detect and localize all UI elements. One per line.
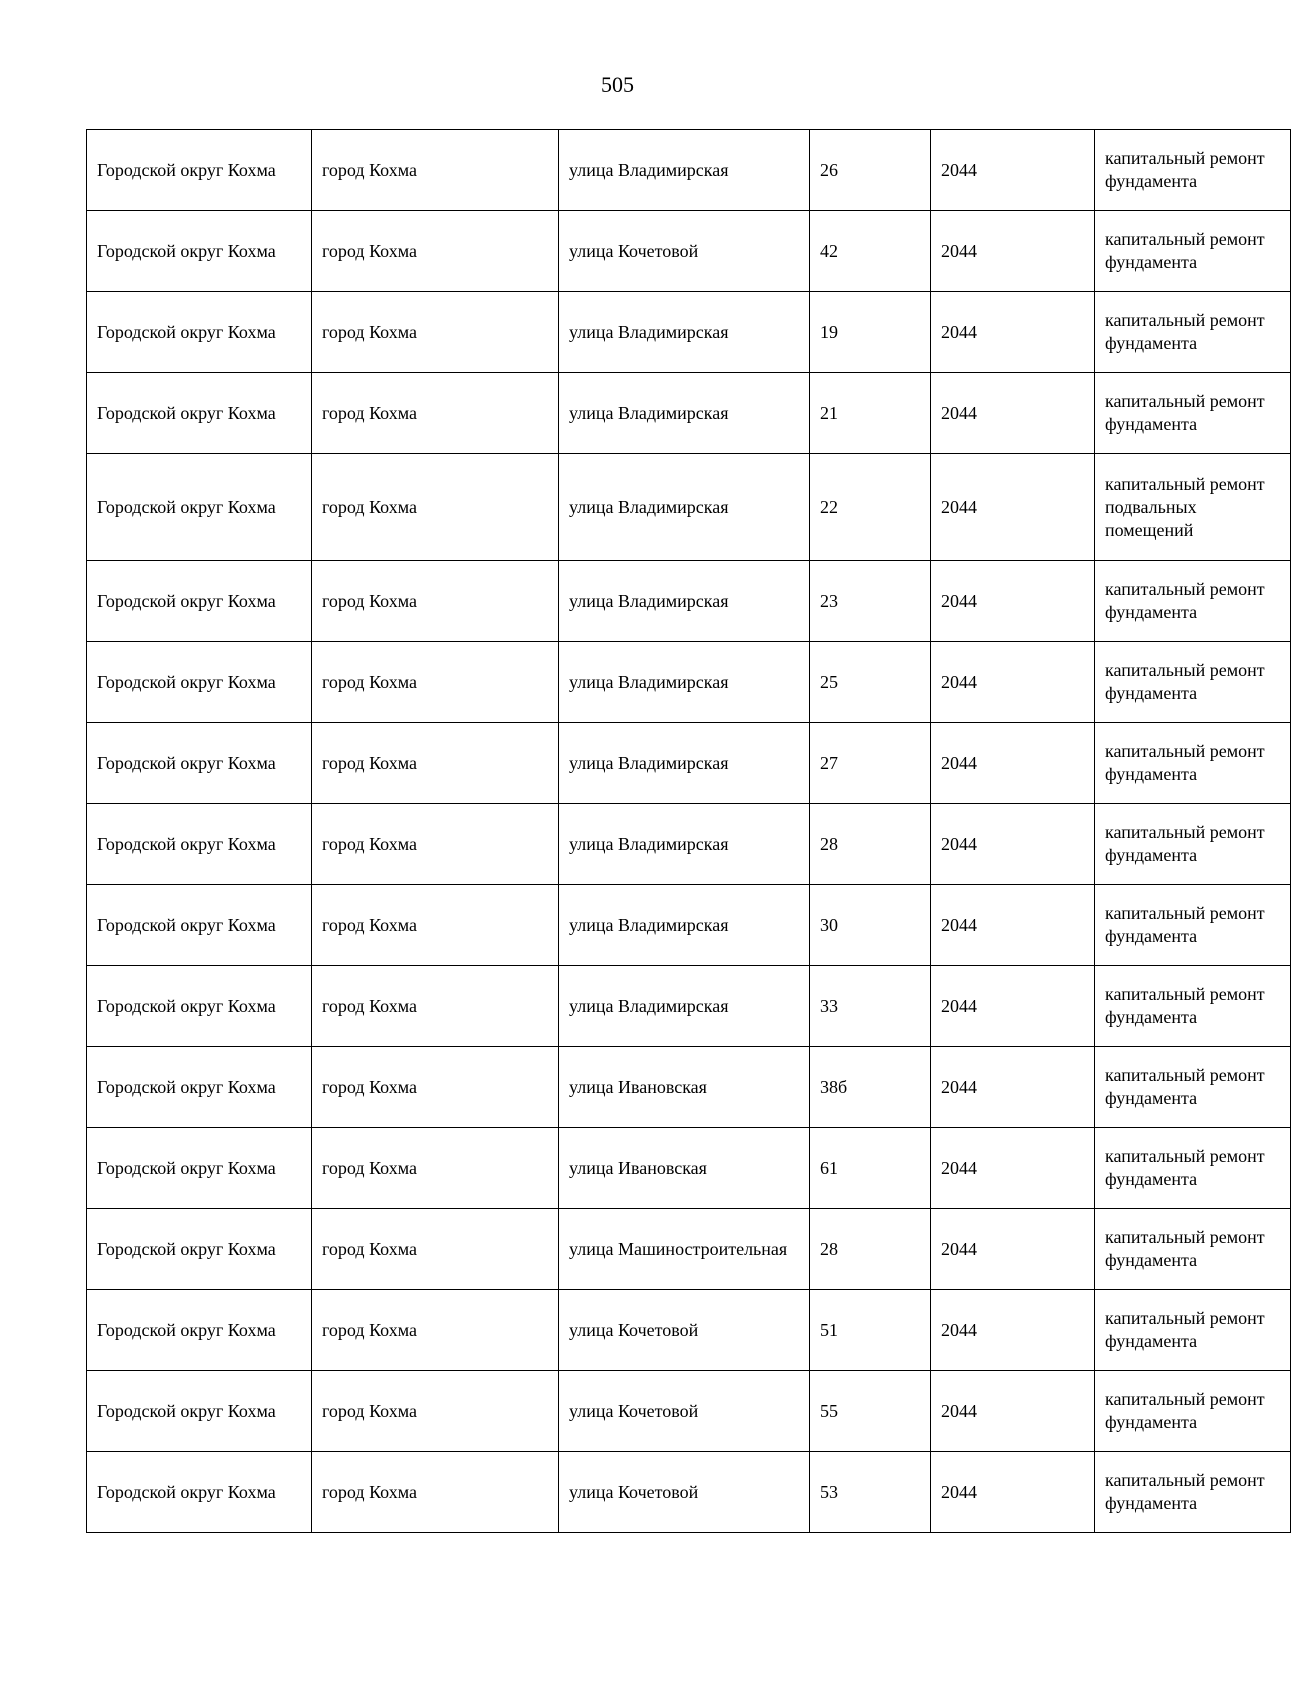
cell-street <box>559 1128 810 1209</box>
cell-work-type-text: капитальный ремонт фундамента <box>1105 903 1265 946</box>
cell-house-number-text: 38б <box>820 1076 848 1097</box>
cell-district-text: Городской округ Кохма <box>97 671 276 692</box>
cell-house-number <box>810 1452 931 1533</box>
cell-house-number-text: 55 <box>820 1400 838 1421</box>
cell-street <box>559 1290 810 1371</box>
cell-work-type <box>1095 1047 1291 1128</box>
cell-year <box>931 885 1095 966</box>
cell-street <box>559 885 810 966</box>
table-row <box>87 561 1291 642</box>
cell-district <box>87 966 312 1047</box>
cell-year-text: 2044 <box>941 1319 977 1340</box>
cell-house-number-text: 19 <box>820 321 838 342</box>
cell-street <box>559 1047 810 1128</box>
cell-street <box>559 211 810 292</box>
cell-year-text: 2044 <box>941 752 977 773</box>
cell-year-text: 2044 <box>941 671 977 692</box>
cell-house-number <box>810 966 931 1047</box>
cell-work-type-text: капитальный ремонт фундамента <box>1105 1389 1265 1432</box>
cell-work-type-text: капитальный ремонт фундамента <box>1105 1146 1265 1189</box>
cell-year <box>931 211 1095 292</box>
cell-street-text: улица Владимирская <box>569 671 729 692</box>
cell-street <box>559 1452 810 1533</box>
cell-year-text: 2044 <box>941 1157 977 1178</box>
cell-year-text: 2044 <box>941 402 977 423</box>
cell-house-number <box>810 1371 931 1452</box>
cell-year-text: 2044 <box>941 159 977 180</box>
table-row <box>87 804 1291 885</box>
cell-city-text: город Кохма <box>322 914 417 935</box>
cell-city <box>312 723 559 804</box>
cell-year <box>931 966 1095 1047</box>
cell-house-number <box>810 1047 931 1128</box>
table-row <box>87 373 1291 454</box>
cell-street-text: улица Кочетовой <box>569 1400 699 1421</box>
cell-street-text: улица Владимирская <box>569 496 729 517</box>
cell-house-number-text: 22 <box>820 496 838 517</box>
cell-year <box>931 804 1095 885</box>
cell-city <box>312 1047 559 1128</box>
cell-work-type <box>1095 1371 1291 1452</box>
cell-street-text: улица Владимирская <box>569 995 729 1016</box>
cell-house-number <box>810 373 931 454</box>
cell-city-text: город Кохма <box>322 321 417 342</box>
cell-street-text: улица Владимирская <box>569 914 729 935</box>
cell-year <box>931 1290 1095 1371</box>
cell-house-number-text: 27 <box>820 752 838 773</box>
cell-city-text: город Кохма <box>322 1157 417 1178</box>
table-row <box>87 211 1291 292</box>
cell-city-text: город Кохма <box>322 671 417 692</box>
cell-city <box>312 1128 559 1209</box>
cell-year <box>931 1128 1095 1209</box>
cell-street <box>559 454 810 561</box>
cell-house-number <box>810 130 931 211</box>
cell-district <box>87 561 312 642</box>
cell-street-text: улица Машиностроительная <box>569 1238 788 1259</box>
cell-work-type-text: капитальный ремонт фундамента <box>1105 984 1265 1027</box>
cell-district <box>87 1047 312 1128</box>
cell-city <box>312 292 559 373</box>
cell-city <box>312 804 559 885</box>
cell-district-text: Городской округ Кохма <box>97 1076 276 1097</box>
cell-house-number-text: 28 <box>820 833 838 854</box>
cell-work-type-text: капитальный ремонт фундамента <box>1105 741 1265 784</box>
cell-street <box>559 804 810 885</box>
table-row <box>87 723 1291 804</box>
cell-street-text: улица Владимирская <box>569 159 729 180</box>
cell-city-text: город Кохма <box>322 590 417 611</box>
cell-work-type <box>1095 1290 1291 1371</box>
cell-house-number <box>810 642 931 723</box>
cell-year-text: 2044 <box>941 833 977 854</box>
cell-work-type <box>1095 723 1291 804</box>
cell-city <box>312 1452 559 1533</box>
cell-district <box>87 373 312 454</box>
cell-city-text: город Кохма <box>322 995 417 1016</box>
table-row <box>87 1209 1291 1290</box>
cell-year <box>931 642 1095 723</box>
cell-work-type-text: капитальный ремонт фундамента <box>1105 391 1265 434</box>
cell-city-text: город Кохма <box>322 752 417 773</box>
cell-work-type-text: капитальный ремонт фундамента <box>1105 229 1265 272</box>
table-row <box>87 1371 1291 1452</box>
cell-house-number <box>810 723 931 804</box>
table-row <box>87 642 1291 723</box>
cell-house-number <box>810 885 931 966</box>
cell-house-number <box>810 211 931 292</box>
cell-house-number <box>810 454 931 561</box>
cell-city-text: город Кохма <box>322 1400 417 1421</box>
cell-work-type-text: капитальный ремонт фундамента <box>1105 660 1265 703</box>
cell-work-type <box>1095 454 1291 561</box>
cell-work-type <box>1095 966 1291 1047</box>
cell-street-text: улица Кочетовой <box>569 1481 699 1502</box>
cell-city-text: город Кохма <box>322 1076 417 1097</box>
cell-district <box>87 1128 312 1209</box>
cell-work-type <box>1095 885 1291 966</box>
cell-house-number <box>810 292 931 373</box>
cell-work-type <box>1095 292 1291 373</box>
table-row <box>87 885 1291 966</box>
cell-house-number <box>810 1209 931 1290</box>
cell-house-number <box>810 804 931 885</box>
cell-district <box>87 642 312 723</box>
table-row <box>87 1452 1291 1533</box>
cell-year <box>931 1209 1095 1290</box>
cell-house-number-text: 21 <box>820 402 838 423</box>
cell-house-number-text: 61 <box>820 1157 838 1178</box>
cell-year <box>931 373 1095 454</box>
cell-district <box>87 1371 312 1452</box>
cell-district-text: Городской округ Кохма <box>97 995 276 1016</box>
cell-house-number-text: 51 <box>820 1319 838 1340</box>
table-row <box>87 966 1291 1047</box>
cell-year-text: 2044 <box>941 1238 977 1259</box>
cell-year-text: 2044 <box>941 1481 977 1502</box>
cell-district-text: Городской округ Кохма <box>97 321 276 342</box>
cell-district-text: Городской округ Кохма <box>97 1238 276 1259</box>
cell-house-number-text: 23 <box>820 590 838 611</box>
cell-house-number <box>810 561 931 642</box>
table-row <box>87 292 1291 373</box>
cell-district-text: Городской округ Кохма <box>97 590 276 611</box>
cell-city-text: город Кохма <box>322 159 417 180</box>
cell-city <box>312 1209 559 1290</box>
cell-district-text: Городской округ Кохма <box>97 1400 276 1421</box>
cell-work-type-text: капитальный ремонт фундамента <box>1105 148 1265 191</box>
cell-street <box>559 642 810 723</box>
cell-city <box>312 966 559 1047</box>
cell-house-number-text: 33 <box>820 995 838 1016</box>
cell-work-type <box>1095 373 1291 454</box>
cell-street-text: улица Владимирская <box>569 402 729 423</box>
cell-street-text: улица Владимирская <box>569 833 729 854</box>
cell-year-text: 2044 <box>941 1400 977 1421</box>
page-number: 505 <box>601 72 634 97</box>
cell-city <box>312 885 559 966</box>
cell-year <box>931 292 1095 373</box>
cell-district-text: Городской округ Кохма <box>97 1481 276 1502</box>
cell-work-type-text: капитальный ремонт фундамента <box>1105 1308 1265 1351</box>
cell-house-number <box>810 1290 931 1371</box>
cell-street <box>559 1209 810 1290</box>
cell-district <box>87 1209 312 1290</box>
cell-city-text: город Кохма <box>322 402 417 423</box>
cell-work-type <box>1095 561 1291 642</box>
cell-year-text: 2044 <box>941 321 977 342</box>
cell-year <box>931 1047 1095 1128</box>
cell-city <box>312 1290 559 1371</box>
cell-district-text: Городской округ Кохма <box>97 402 276 423</box>
cell-street <box>559 966 810 1047</box>
cell-district-text: Городской округ Кохма <box>97 752 276 773</box>
cell-district-text: Городской округ Кохма <box>97 914 276 935</box>
cell-work-type-text: капитальный ремонт фундамента <box>1105 1065 1265 1108</box>
cell-district <box>87 292 312 373</box>
cell-house-number-text: 25 <box>820 671 838 692</box>
table-row <box>87 1128 1291 1209</box>
cell-street <box>559 1371 810 1452</box>
cell-city-text: город Кохма <box>322 1238 417 1259</box>
table-body <box>87 130 1291 1533</box>
cell-city <box>312 454 559 561</box>
cell-work-type-text: капитальный ремонт подвальных помещений <box>1105 473 1265 540</box>
cell-street-text: улица Ивановская <box>569 1076 707 1097</box>
cell-street <box>559 292 810 373</box>
cell-district <box>87 130 312 211</box>
cell-city-text: город Кохма <box>322 1481 417 1502</box>
cell-street-text: улица Кочетовой <box>569 1319 699 1340</box>
cell-city-text: город Кохма <box>322 1319 417 1340</box>
cell-year <box>931 1452 1095 1533</box>
repair-schedule-table <box>86 129 1291 1533</box>
cell-street-text: улица Владимирская <box>569 590 729 611</box>
cell-city <box>312 561 559 642</box>
cell-work-type <box>1095 130 1291 211</box>
cell-district-text: Городской округ Кохма <box>97 496 276 517</box>
cell-year-text: 2044 <box>941 914 977 935</box>
cell-district <box>87 804 312 885</box>
cell-year-text: 2044 <box>941 496 977 517</box>
cell-work-type <box>1095 804 1291 885</box>
table-row <box>87 1290 1291 1371</box>
cell-year <box>931 1371 1095 1452</box>
cell-house-number-text: 30 <box>820 914 838 935</box>
cell-city <box>312 642 559 723</box>
cell-district <box>87 454 312 561</box>
cell-work-type <box>1095 1209 1291 1290</box>
table-row <box>87 1047 1291 1128</box>
cell-year-text: 2044 <box>941 240 977 261</box>
cell-year-text: 2044 <box>941 590 977 611</box>
cell-district <box>87 885 312 966</box>
cell-work-type-text: капитальный ремонт фундамента <box>1105 579 1265 622</box>
cell-city <box>312 211 559 292</box>
cell-district-text: Городской округ Кохма <box>97 1319 276 1340</box>
cell-district-text: Городской округ Кохма <box>97 240 276 261</box>
cell-year <box>931 454 1095 561</box>
cell-house-number-text: 26 <box>820 159 838 180</box>
cell-street <box>559 723 810 804</box>
cell-district-text: Городской округ Кохма <box>97 159 276 180</box>
cell-year <box>931 561 1095 642</box>
cell-street-text: улица Владимирская <box>569 321 729 342</box>
cell-district-text: Городской округ Кохма <box>97 1157 276 1178</box>
cell-city <box>312 1371 559 1452</box>
cell-work-type-text: капитальный ремонт фундамента <box>1105 310 1265 353</box>
cell-house-number-text: 28 <box>820 1238 838 1259</box>
cell-street <box>559 373 810 454</box>
cell-city-text: город Кохма <box>322 240 417 261</box>
cell-work-type <box>1095 1452 1291 1533</box>
cell-street-text: улица Ивановская <box>569 1157 707 1178</box>
cell-street <box>559 130 810 211</box>
cell-city <box>312 373 559 454</box>
cell-work-type <box>1095 642 1291 723</box>
cell-district <box>87 1290 312 1371</box>
cell-street <box>559 561 810 642</box>
cell-district-text: Городской округ Кохма <box>97 833 276 854</box>
cell-city-text: город Кохма <box>322 833 417 854</box>
cell-street-text: улица Владимирская <box>569 752 729 773</box>
cell-year-text: 2044 <box>941 995 977 1016</box>
cell-year <box>931 723 1095 804</box>
cell-work-type-text: капитальный ремонт фундамента <box>1105 1227 1265 1270</box>
cell-work-type-text: капитальный ремонт фундамента <box>1105 822 1265 865</box>
cell-work-type <box>1095 1128 1291 1209</box>
cell-year-text: 2044 <box>941 1076 977 1097</box>
cell-city-text: город Кохма <box>322 496 417 517</box>
cell-city <box>312 130 559 211</box>
cell-work-type <box>1095 211 1291 292</box>
table-row <box>87 130 1291 211</box>
cell-work-type-text: капитальный ремонт фундамента <box>1105 1470 1265 1513</box>
cell-year <box>931 130 1095 211</box>
cell-district <box>87 211 312 292</box>
cell-district <box>87 723 312 804</box>
cell-house-number <box>810 1128 931 1209</box>
table-row <box>87 454 1291 561</box>
cell-house-number-text: 42 <box>820 240 838 261</box>
cell-street-text: улица Кочетовой <box>569 240 699 261</box>
cell-district <box>87 1452 312 1533</box>
cell-house-number-text: 53 <box>820 1481 838 1502</box>
